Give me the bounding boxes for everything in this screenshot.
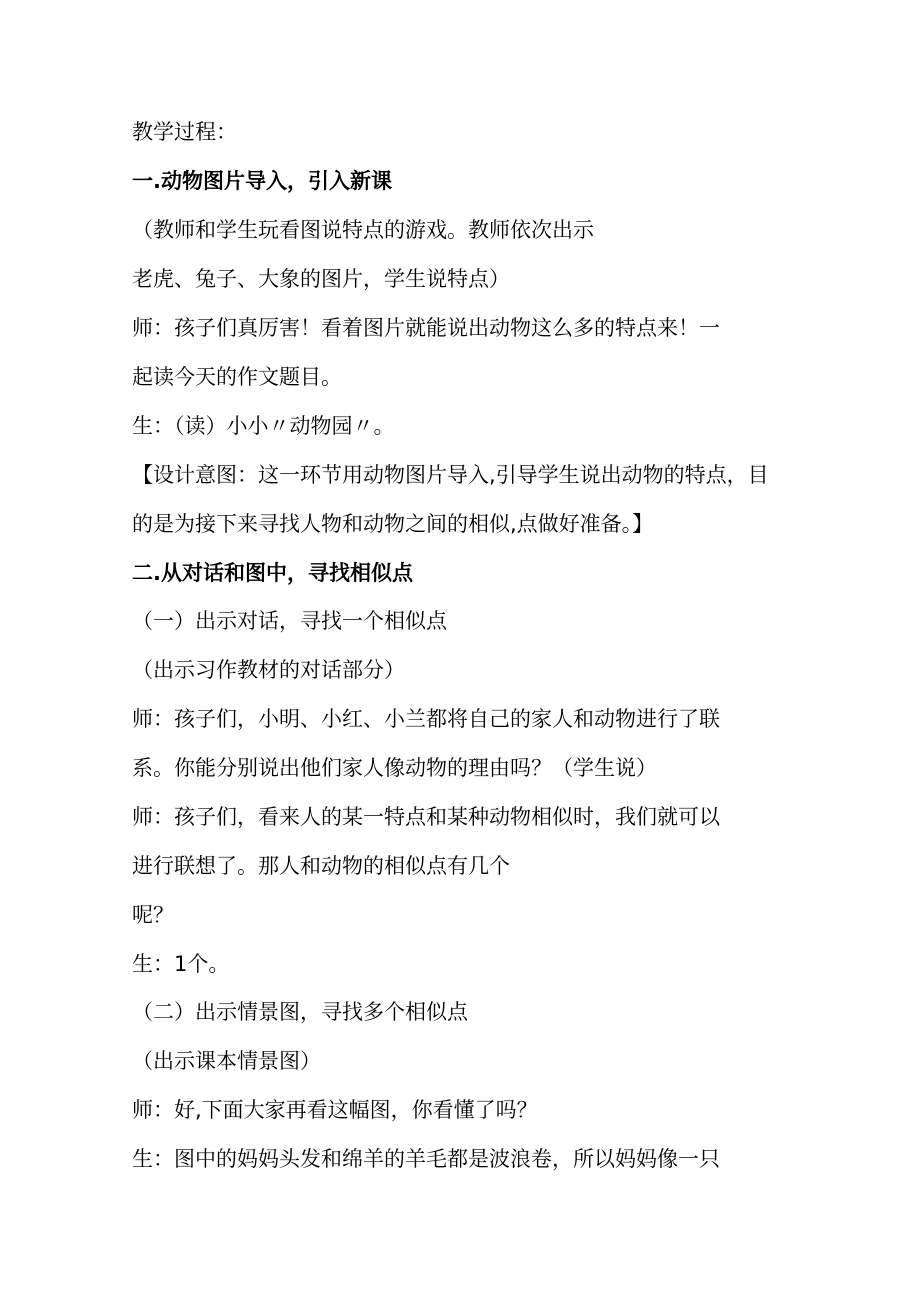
text-line-20: （出示课本情景图） xyxy=(132,1049,321,1073)
text-line-22: 生：图中的妈妈头发和绵羊的羊毛都是波浪卷，所以妈妈像一只 xyxy=(132,1147,720,1171)
text-line-8: 【设计意图：这一环节用动物图片导入,引导学生说出动物的特点，目 xyxy=(132,463,769,487)
text-line-18: 生：1个。 xyxy=(132,952,230,976)
text-line-15: 师：孩子们，看来人的某一特点和某种动物相似时，我们就可以 xyxy=(132,805,720,829)
text-line-13: 师：孩子们，小明、小红、小兰都将自己的家人和动物进行了联 xyxy=(132,707,720,731)
text-line-14: 系。你能分别说出他们家人像动物的理由吗？（学生说） xyxy=(132,756,657,780)
text-line-12: （出示习作教材的对话部分） xyxy=(132,658,405,682)
text-line-16: 进行联想了。那人和动物的相似点有几个 xyxy=(132,854,510,878)
text-line-9: 的是为接下来寻找人物和动物之间的相似,点做好准备。】 xyxy=(132,512,654,536)
text-line-21: 师：好,下面大家再看这幅图，你看懂了吗？ xyxy=(132,1098,538,1122)
section-heading-2: 二.从对话和图中，寻找相似点 xyxy=(132,561,413,585)
text-line-3: （教师和学生玩看图说特点的游戏。教师依次出示 xyxy=(132,218,594,242)
text-line-19: （二）出示情景图，寻找多个相似点 xyxy=(132,1000,468,1024)
text-line-4: 老虎、兔子、大象的图片，学生说特点） xyxy=(132,267,510,291)
text-line-5: 师：孩子们真厉害！看着图片就能说出动物这么多的特点来！一 xyxy=(132,316,720,340)
text-line-7: 生：（读）小小〃动物园〃。 xyxy=(132,414,395,438)
text-line-1: 教学过程： xyxy=(132,120,237,144)
text-line-11: （一）出示对话，寻找一个相似点 xyxy=(132,609,447,633)
section-heading-1: 一.动物图片导入，引入新课 xyxy=(132,169,392,193)
text-line-17: 呢？ xyxy=(132,903,174,927)
text-line-6: 起读今天的作文题目。 xyxy=(132,365,342,389)
